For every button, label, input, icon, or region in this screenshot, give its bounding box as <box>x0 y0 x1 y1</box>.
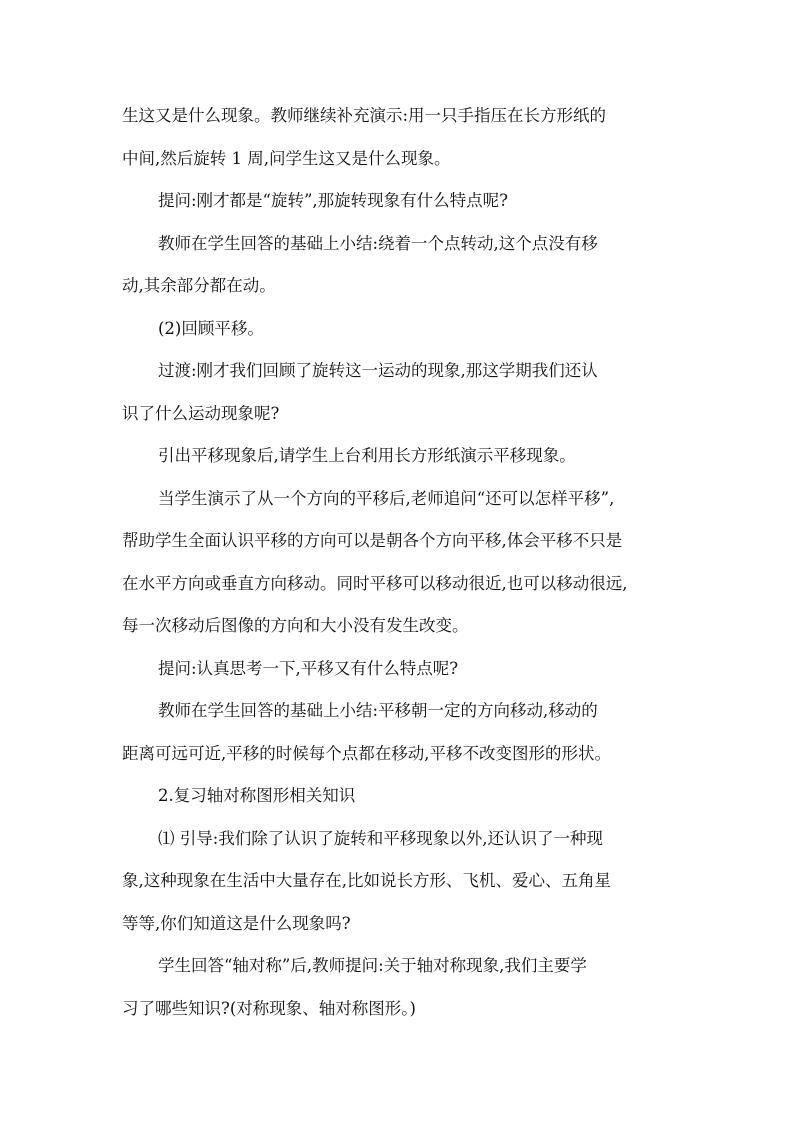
text-line: 当学生演示了从一个方向的平移后,老师追问“还可以怎样平移”, <box>158 489 615 508</box>
text-line: 距离可远可近,平移的时候每个点都在移动,平移不改变图形的形状。 <box>122 744 611 763</box>
text-line: 习了哪些知识?(对称现象、轴对称图形。) <box>122 999 416 1018</box>
text-line: 象,这种现象在生活中大量存在,比如说长方形、飞机、爱心、五角星 <box>122 871 611 890</box>
text-line: 帮助学生全面认识平移的方向可以是朝各个方向平移,体会平移不只是 <box>122 531 623 550</box>
text-line: 每一次移动后图像的方向和大小没有发生改变。 <box>122 616 469 635</box>
text-line: 教师在学生回答的基础上小结:绕着一个点转动,这个点没有移 <box>158 234 598 253</box>
text-line: 教师在学生回答的基础上小结:平移朝一定的方向移动,移动的 <box>158 701 598 720</box>
text-line: 生这又是什么现象。教师继续补充演示:用一只手指压在长方形纸的 <box>122 106 607 125</box>
text-line: 识了什么运动现象呢? <box>122 404 280 423</box>
text-line: 过渡:刚才我们回顾了旋转这一运动的现象,那这学期我们还认 <box>158 361 598 380</box>
text-line: 中间,然后旋转 1 周,问学生这又是什么现象。 <box>122 149 451 168</box>
text-line: 提问:认真思考一下,平移又有什么特点呢? <box>158 659 459 678</box>
text-line: 在水平方向或垂直方向移动。同时平移可以移动很近,也可以移动很远, <box>122 574 628 593</box>
section-heading: 2.复习轴对称图形相关知识 <box>158 786 356 805</box>
text-line: 学生回答“轴对称”后,教师提问:关于轴对称现象,我们主要学 <box>158 956 587 975</box>
text-line: ⑴ 引导:我们除了认识了旋转和平移现象以外,还认识了一种现 <box>158 829 604 848</box>
text-line: 提问:刚才都是“旋转”,那旋转现象有什么特点呢? <box>158 191 509 210</box>
section-heading: (2)回顾平移。 <box>158 319 264 338</box>
text-line: 等等,你们知道这是什么现象吗? <box>122 914 351 933</box>
text-line: 动,其余部分都在动。 <box>122 276 276 295</box>
text-line: 引出平移现象后,请学生上台利用长方形纸演示平移现象。 <box>158 446 576 465</box>
